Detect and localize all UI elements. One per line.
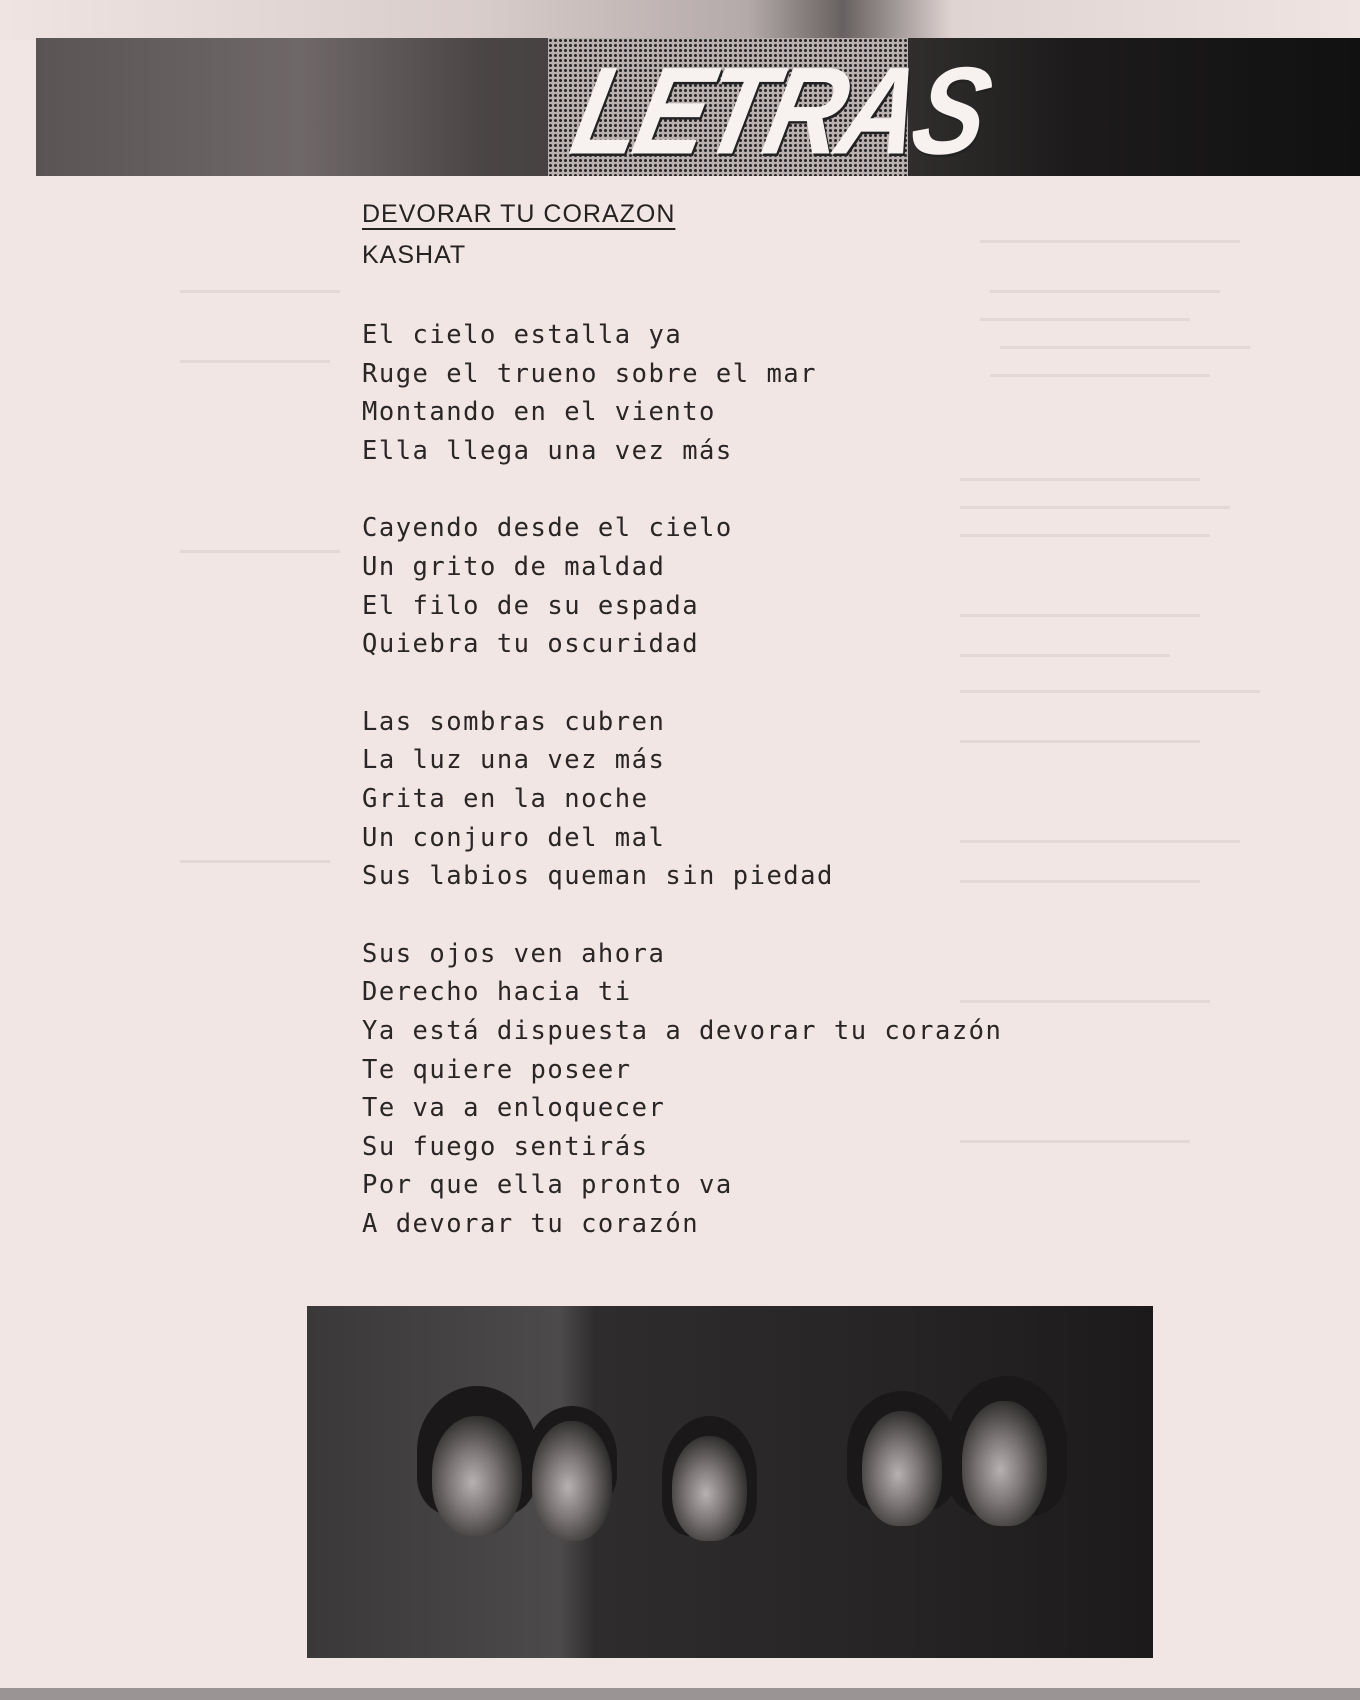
artist-name: KASHAT — [362, 241, 467, 269]
stanza — [362, 316, 1162, 470]
lyric-line: El filo de su espada — [362, 590, 700, 621]
page-title: LETRAS — [561, 40, 999, 180]
member-face — [672, 1436, 747, 1541]
lyric-line: Sus labios queman sin piedad — [362, 861, 834, 892]
band-photo — [307, 1306, 1153, 1658]
lyric-line: Un grito de maldad — [362, 551, 666, 582]
lyrics — [362, 316, 1162, 1282]
lyric-line: Ya está dispuesta a devorar tu corazón — [362, 1015, 1003, 1046]
lyric-line: Su fuego sentirás — [362, 1131, 649, 1162]
stanza — [362, 703, 1162, 896]
lyric-line: Un conjuro del mal — [362, 822, 666, 853]
stanza — [362, 935, 1162, 1244]
lyric-line: Te quiere poseer — [362, 1054, 632, 1085]
lyric-line: Sus ojos ven ahora — [362, 938, 666, 969]
lyric-line: El cielo estalla ya — [362, 320, 683, 350]
page-edge — [0, 1688, 1360, 1700]
lyric-line: La luz una vez más — [362, 745, 666, 776]
lyric-line: Montando en el viento — [362, 397, 716, 428]
lyric-line: Quiebra tu oscuridad — [362, 629, 700, 660]
lyric-line: Por que ella pronto va — [362, 1170, 733, 1201]
stanza — [362, 509, 1162, 663]
lyric-line: Te va a enloquecer — [362, 1093, 666, 1124]
lyric-line: Las sombras cubren — [362, 706, 666, 737]
header-banner — [36, 38, 1360, 180]
lyric-line: Derecho hacia ti — [362, 977, 632, 1008]
member-face — [962, 1401, 1047, 1526]
member-face — [532, 1421, 612, 1541]
lyric-line: Ruge el trueno sobre el mar — [362, 358, 818, 389]
member-face — [432, 1416, 522, 1536]
member-face — [862, 1411, 942, 1526]
lyric-line: A devorar tu corazón — [362, 1208, 700, 1239]
song-title: DEVORAR TU CORAZON — [362, 200, 676, 228]
top-smudge — [0, 0, 1360, 40]
lyric-line: Ella llega una vez más — [362, 435, 733, 466]
lyric-line: Grita en la noche — [362, 783, 649, 814]
lyric-line: Cayendo desde el cielo — [362, 513, 733, 544]
